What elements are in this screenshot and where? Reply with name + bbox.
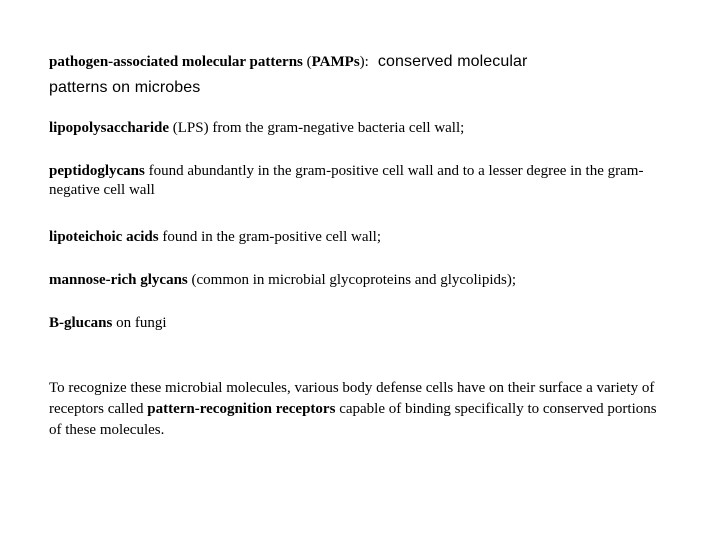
pamps-definition [49,49,669,101]
lps-item [49,119,689,138]
pamps-term: pathogen-associated molecular patterns [49,54,303,70]
peptidoglycans-description: found abundantly in the gram-positive cell wall and to a lesser degree in the gram-negative cell wall [49,163,644,198]
pamps-close-paren: ): [359,54,369,70]
peptidoglycans-item [49,162,689,200]
lps-description: (LPS) from the gram-negative bacteria cell wall; [169,120,465,136]
mannose-rich-glycans-description: (common in microbial glycoproteins and glycolipids); [187,272,517,288]
pamps-definition-text-continued: patterns on microbes [49,79,201,96]
pattern-recognition-receptors-term: pattern-recognition receptors [147,401,336,417]
mannose-rich-glycans-item [49,271,689,290]
pamps-abbreviation: PAMPs [311,54,360,70]
pamps-open-paren: ( [302,54,312,70]
recognition-text-before: To recognize these microbial molecules, various body defense cells have on their surface a variety of receptors called [49,380,655,417]
pattern-recognition-paragraph [49,378,669,441]
pamps-definition-text: conserved molecular [368,53,528,70]
peptidoglycans-term: peptidoglycans [49,163,145,179]
lipoteichoic-acids-item [49,228,689,247]
b-glucans-description: on fungi [112,315,167,331]
lipoteichoic-acids-term: lipoteichoic acids [49,229,159,245]
b-glucans-item [49,314,689,333]
lipoteichoic-acids-description: found in the gram-positive cell wall; [158,229,382,245]
b-glucans-term: B-glucans [49,315,113,331]
recognition-text-after: capable of binding specifically to conserved portions of these molecules. [49,401,657,438]
mannose-rich-glycans-term: mannose-rich glycans [49,272,188,288]
lps-term: lipopolysaccharide [49,120,170,136]
